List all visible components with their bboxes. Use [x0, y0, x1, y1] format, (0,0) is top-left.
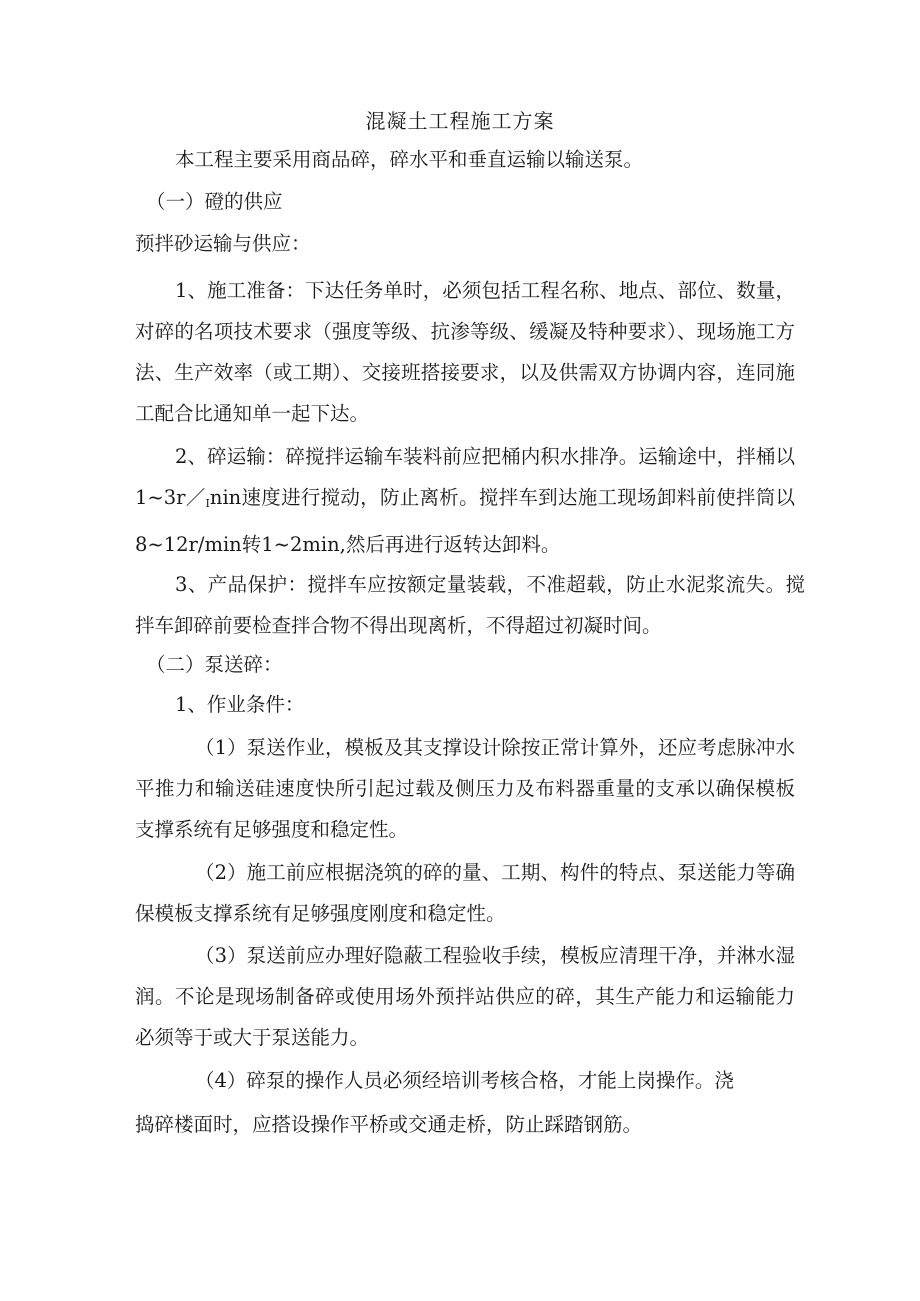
operation-conditions-heading: 1、作业条件： — [175, 693, 305, 716]
transport-text-part-2: nin速度进行搅动，防止离析。搅拌车到达施工现场卸料前使拌筒以8~12r/min转1~2min,然后再进行返转达卸料。 — [135, 486, 795, 556]
condition-4-line-2: 捣碎楼面时，应搭设操作平桥或交通走桥，防止踩踏钢筋。 — [135, 1113, 643, 1136]
condition-1-paragraph: （1）泵送作业，模板及其支撑设计除按正常计算外，还应考虑脉冲水平推力和输送硅速度快所引起过载及侧压力及布料器重量的支承以确保模板支撑系统有足够强度和稳定性。 — [135, 736, 795, 841]
intro-paragraph: 本工程主要采用商品碎，碎水平和垂直运输以输送泵。 — [175, 148, 644, 171]
transport-text-part-1: 2、碎运输：碎搅拌运输车装料前应把桶内积水排净。运输途中，拌桶以1~3r／ — [135, 445, 795, 509]
paragraph-concrete-transport — [135, 436, 795, 565]
section-1-subheading: 预拌砂运输与供应： — [135, 232, 311, 255]
section-heading-1: （一）磴的供应 — [146, 190, 283, 213]
paragraph-product-protection: 3、产品保护：搅拌车应按额定量装载，不准超载，防止水泥浆流失。搅拌车卸碎前要检查拌合物不得出现离析，不得超过初凝时间。 — [135, 573, 805, 637]
paragraph-construction-preparation: 1、施工准备：下达任务单时，必须包括工程名称、地点、部位、数量，对碎的名项技术要求（强度等级、抗渗等级、缓凝及特种要求）、现场施工方法、生产效率（或工期）、交接班搭接要求，以及供需双方协调内容，连同施工配合比通知单一起下达。 — [135, 279, 795, 425]
page-title: 混凝土工程施工方案 — [365, 109, 555, 133]
condition-2-paragraph: （2）施工前应根据浇筑的碎的量、工期、构件的特点、泵送能力等确保模板支撑系统有足够强度刚度和稳定性。 — [135, 861, 795, 925]
condition-4-line-1: （4）碎泵的操作人员必须经培训考核合格，才能上岗操作。浇 — [195, 1069, 734, 1092]
transport-subscript: I — [205, 497, 210, 510]
section-heading-2: （二）泵送碎： — [146, 653, 283, 676]
condition-3-paragraph: （3）泵送前应办理好隐蔽工程验收手续，模板应清理干净，并淋水湿润。不论是现场制备碎或使用场外预拌站供应的碎，其生产能力和运输能力必须等于或大于泵送能力。 — [135, 944, 795, 1049]
